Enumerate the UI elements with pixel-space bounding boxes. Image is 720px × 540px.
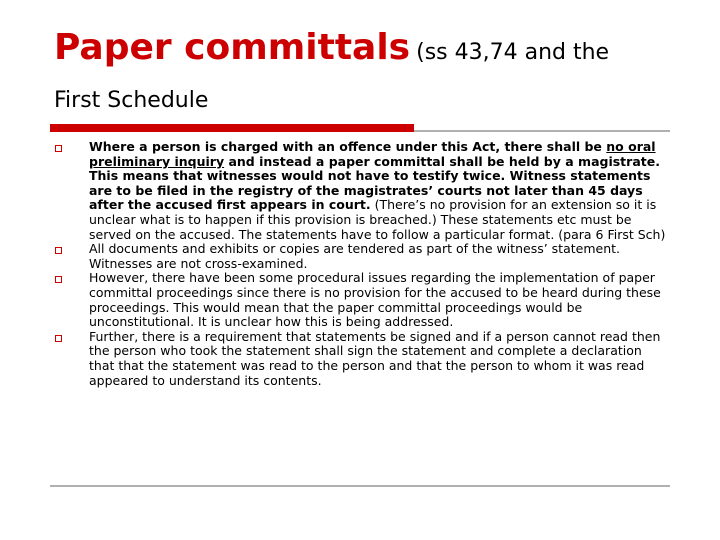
- square-bullet-icon: [55, 247, 62, 254]
- bullet-item: [54, 330, 670, 388]
- slide-title: [54, 27, 610, 68]
- bullet-item: [54, 271, 670, 329]
- bullet-text: However, there have been some procedural issues regarding the implementation of paper committal proceedings since there is no provision for the accused to be heard during these proceedings. This would mean that the paper committal proceedings would be unconstitutional. It is unclear how this is being addressed.: [89, 270, 661, 330]
- bullet-bold-text: and instead a paper committal shall be held by a magistrate. This means that witnesses would not have to testify twice. Witness statements are to be filed in the registry of the magistrates’ courts not later than 45 days after the accused first appears in court.: [89, 153, 660, 213]
- bullet-list: [54, 140, 670, 388]
- bullet-item: [54, 242, 670, 271]
- square-bullet-icon: [55, 145, 62, 152]
- square-bullet-icon: [55, 276, 62, 283]
- bullet-item: [54, 140, 670, 242]
- bullet-text: Further, there is a requirement that statements be signed and if a person cannot read then the person who took the statement shall sign the statement and complete a declaration that that the statement was read to the person and that the person to whom it was read appeared to understand its contents.: [89, 328, 661, 388]
- bullet-bold-text: Where a person is charged with an offence under this Act, there shall be: [89, 139, 607, 154]
- bullet-underlined-text: no oral preliminary inquiry: [89, 139, 656, 169]
- bullet-text: (There’s no provision for an extension so it is unclear what is to happen if this provision is breached.) These statements etc must be served on the accused. The statements have to follow a particular format. (para 6 First Sch): [89, 197, 666, 242]
- footer-divider: [50, 485, 670, 487]
- slide-title-line2: First Schedule: [54, 88, 209, 113]
- slide-title-main: Paper committals: [54, 27, 411, 68]
- square-bullet-icon: [55, 335, 62, 342]
- slide-title-sub: (ss 43,74 and the: [416, 40, 610, 65]
- title-divider-red: [50, 124, 414, 132]
- bullet-text: All documents and exhibits or copies are tendered as part of the witness’ statement. Witnesses are not cross-examined.: [89, 241, 620, 271]
